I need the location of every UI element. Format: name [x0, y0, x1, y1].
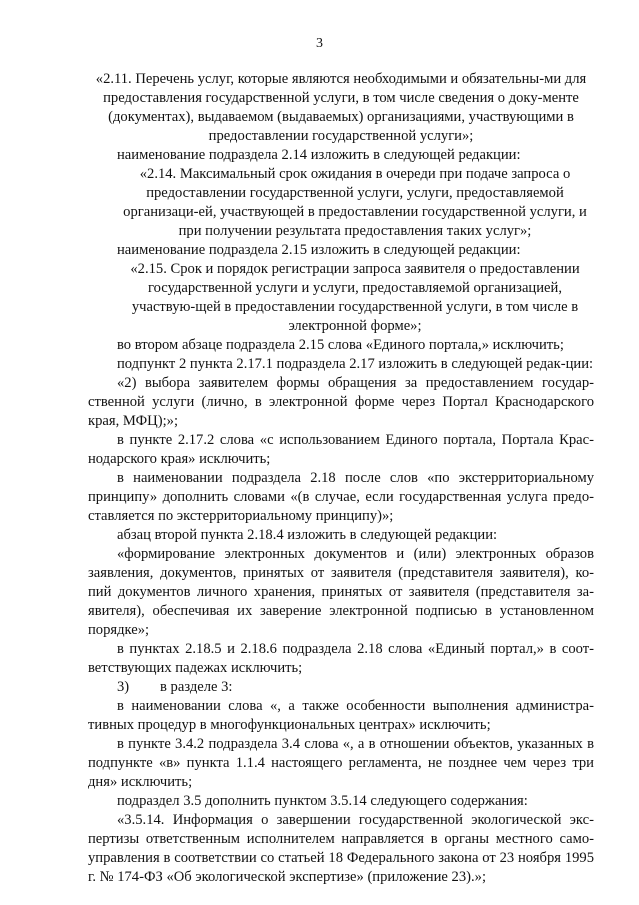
- text-line: «2.11. Перечень услуг, которые являются необходимыми и обязательны-: [95, 71, 545, 87]
- text-line: в наименовании слова «, а также особенности выполнения администра-: [117, 698, 594, 714]
- text-line: заявления, документов, принятых от заявителя (представителя заявителя), ко-: [88, 565, 594, 581]
- paragraph: [88, 70, 594, 146]
- paragraph: [88, 640, 594, 678]
- text-line: ми для предоставления государственной услуги, в том числе сведения о доку-: [103, 71, 587, 106]
- text-line: подраздел 3.5 дополнить пунктом 3.5.14 следующего содержания:: [117, 793, 528, 809]
- text-line: наименование подраздела 2.15 изложить в следующей редакции:: [117, 242, 521, 258]
- text-line: в пункте 3.4.2 подраздела 3.4 слова «, а в отношении объектов, указанных: [117, 736, 583, 752]
- text-line: наименование подраздела 2.14 изложить в следующей редакции:: [117, 147, 521, 163]
- text-line: ственной услуги (лично, в электронной форме через Портал Краснодарского: [88, 394, 594, 410]
- text-line: явителя), обеспечивая их заверение электронной подписью в установленном: [88, 603, 594, 619]
- page-number: 3: [316, 36, 323, 51]
- text-line: порядке»;: [88, 622, 150, 638]
- paragraph: [88, 811, 594, 887]
- text-line: пертизы ответственным исполнителем направляется в органы местного само-: [88, 831, 594, 847]
- paragraph: [88, 792, 594, 811]
- text-line: предоставлении государственной услуги, услуги, предоставляемой организаци-: [123, 185, 564, 220]
- text-line: в подпункте «в» пункта 1.1.4 настоящего регламента, не позднее чем через три: [88, 736, 594, 771]
- text-line: в разделе 3:: [160, 679, 233, 695]
- paragraph: [88, 260, 594, 336]
- text-line: форме»;: [370, 318, 422, 334]
- text-line: принципу» дополнить словами «(в случае, если государственная услуга предо-: [88, 489, 594, 505]
- text-line: тивных процедур в многофункциональных центрах» исключить;: [88, 717, 491, 733]
- list-number: 3): [117, 679, 130, 695]
- text-line: ей, участвующей в предоставлении государственной услуги, и при получении: [178, 204, 587, 239]
- text-line: результата предоставления таких услуг»;: [275, 223, 532, 239]
- text-line: управления в соответствии со статьей 18 Федерального закона от 23 ноября: [88, 850, 561, 866]
- text-line: в предоставлении государственной услуги»;: [208, 109, 574, 144]
- text-line: ветствующих падежах исключить;: [88, 660, 303, 676]
- text-line: щей в предоставлении государственной услуги, в том числе в электронной: [195, 299, 579, 334]
- paragraph: [88, 526, 594, 545]
- text-line: дня» исключить;: [88, 774, 193, 790]
- paragraph: [88, 241, 594, 260]
- text-line: ции:: [565, 356, 594, 372]
- text-line: «2) выбора заявителем формы обращения за предоставлением государ-: [117, 375, 594, 391]
- text-line: «2.14. Максимальный срок ожидания в очереди при подаче запроса о: [139, 166, 571, 182]
- text-line: «2.15. Срок и порядок регистрации запроса заявителя о предоставлении: [130, 261, 580, 277]
- text-line: подпункт 2 пункта 2.17.1 подраздела 2.17 изложить в следующей редак-: [117, 356, 566, 372]
- paragraph: [88, 735, 594, 792]
- text-line: менте (документах), выдаваемом (выдаваемых) организациями, участвующими: [108, 90, 579, 125]
- paragraph: [88, 146, 594, 165]
- text-line: нодарского края» исключить;: [88, 451, 271, 467]
- text-line: «формирование электронных документов и (или) электронных образов: [117, 546, 594, 562]
- paragraph: [88, 374, 594, 431]
- text-line: во втором абзаце подраздела 2.15 слова «Единого портала,» исключить;: [117, 337, 564, 353]
- paragraph: [88, 697, 594, 735]
- paragraph: [88, 165, 594, 241]
- paragraph: [88, 336, 594, 355]
- text-line: ставляется по экстерриториальному принципу)»;: [88, 508, 394, 524]
- paragraph: [88, 431, 594, 469]
- text-line: государственной услуги и услуги, предоставляемой организацией, участвую-: [131, 280, 562, 315]
- text-line: пий документов личного хранения, принятых от заявителя (представителя за-: [88, 584, 594, 600]
- text-line: абзац второй пункта 2.18.4 изложить в следующей редакции:: [117, 527, 498, 543]
- paragraph: [88, 678, 594, 697]
- paragraph: [88, 355, 594, 374]
- paragraph: [88, 469, 594, 526]
- text-line: 1995 г. № 174-ФЗ «Об экологической экспертизе» (приложение 23).»;: [88, 850, 595, 885]
- text-line: в пунктах 2.18.5 и 2.18.6 подраздела 2.18 слова «Единый портал,» в соот-: [117, 641, 594, 657]
- text-line: в наименовании подраздела 2.18 после слов «по экстерриториальному: [117, 470, 594, 486]
- text-line: «3.5.14. Информация о завершении государственной экологической экс-: [117, 812, 594, 828]
- text-line: края, МФЦ);»;: [88, 413, 178, 429]
- document-body: [88, 70, 594, 887]
- text-line: в пункте 2.17.2 слова «с использованием Единого портала, Портала Крас-: [117, 432, 594, 448]
- paragraph: [88, 545, 594, 640]
